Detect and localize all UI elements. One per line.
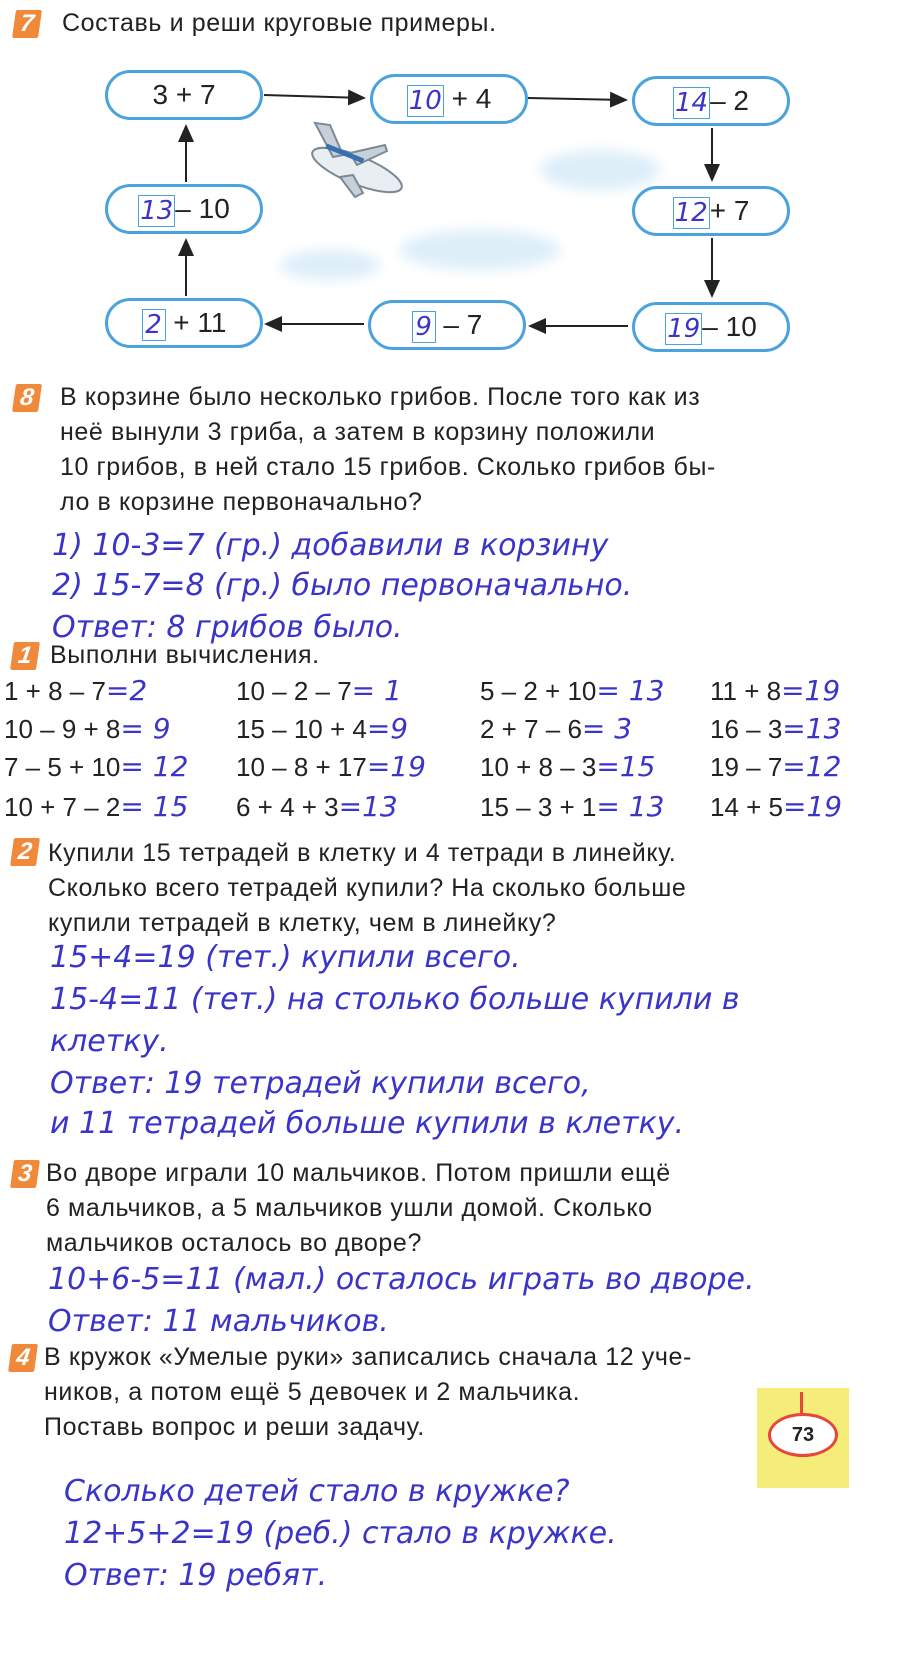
calc-answer: = 9 bbox=[120, 712, 171, 745]
calc-expression: 11 + 8 bbox=[710, 676, 782, 706]
task-4-answer-2: 12+5+2=19 (реб.) стало в кружке. bbox=[64, 1516, 617, 1551]
calc-answer: = 12 bbox=[120, 750, 189, 783]
calc-expression: 1 + 8 – 7 bbox=[4, 676, 106, 706]
calc-item bbox=[4, 674, 147, 707]
calc-answer: =2 bbox=[105, 674, 148, 707]
task-3-text bbox=[46, 1156, 890, 1261]
calc-answer: = 13 bbox=[596, 674, 665, 707]
task-3-line: 6 мальчиков, а 5 мальчиков ушли домой. Сколько bbox=[46, 1194, 653, 1222]
calc-expression: 19 – 7 bbox=[710, 752, 783, 782]
chain-pill-2-answer: 10 bbox=[408, 85, 442, 116]
task-8-badge: 8 bbox=[12, 384, 42, 412]
calc-item bbox=[236, 790, 398, 823]
calc-expression: 16 – 3 bbox=[710, 714, 783, 744]
task-3-line: мальчиков осталось во дворе? bbox=[46, 1229, 422, 1257]
task-2-line: Купили 15 тетрадей в клетку и 4 тетради в линейку. bbox=[48, 839, 677, 867]
calc-item bbox=[236, 674, 402, 707]
calc-expression: 15 – 10 + 4 bbox=[236, 714, 367, 744]
calc-expression: 14 + 5 bbox=[710, 792, 784, 822]
task-2-line: купили тетрадей в клетку, чем в линейку? bbox=[48, 909, 557, 937]
task-4-badge: 4 bbox=[8, 1344, 38, 1372]
calc-item bbox=[710, 750, 841, 783]
calc-expression: 10 + 8 – 3 bbox=[480, 752, 597, 782]
chain-pill-7-answer: 2 bbox=[142, 309, 166, 341]
task-7-badge: 7 bbox=[12, 10, 42, 38]
calc-item bbox=[236, 712, 408, 745]
task-2-answer-2: 15-4=11 (тет.) на столько больше купили в bbox=[50, 982, 740, 1017]
task-3-answer-1: 10+6-5=11 (мал.) осталось играть во дворе. bbox=[48, 1262, 755, 1297]
calc-item bbox=[480, 674, 664, 707]
calc-expression: 10 – 2 – 7 bbox=[236, 676, 352, 706]
calc-expression: 6 + 4 + 3 bbox=[236, 792, 339, 822]
task-8-line: 10 грибов, в ней стало 15 грибов. Сколько грибов бы- bbox=[60, 453, 716, 481]
task-3-line: Во дворе играли 10 мальчиков. Потом пришли ещё bbox=[46, 1159, 671, 1187]
calc-expression: 5 – 2 + 10 bbox=[480, 676, 597, 706]
calc-answer: =13 bbox=[338, 790, 398, 823]
task-2-text bbox=[48, 836, 890, 941]
task-2-answer-1: 15+4=19 (тет.) купили всего. bbox=[50, 940, 521, 975]
task-8-line: В корзине было несколько грибов. После того как из bbox=[60, 383, 701, 411]
calc-answer: = 15 bbox=[120, 790, 189, 823]
calc-item bbox=[710, 712, 841, 745]
task-4-answer-3: Ответ: 19 ребят. bbox=[64, 1558, 328, 1593]
calc-item bbox=[480, 790, 664, 823]
chain-pill-8-text: – 10 bbox=[175, 193, 230, 224]
page-number: 73 bbox=[768, 1413, 838, 1457]
chain-pill-3-answer: 14 bbox=[674, 87, 709, 118]
calc-answer: =19 bbox=[366, 750, 426, 783]
task-2-badge: 2 bbox=[10, 838, 40, 866]
chain-pill-4-text: + 7 bbox=[709, 195, 750, 226]
calc-answer: = 3 bbox=[581, 712, 633, 745]
calc-expression: 10 + 7 – 2 bbox=[4, 792, 121, 822]
chain-pill-7-text: + 11 bbox=[165, 307, 227, 338]
task-2-line: Сколько всего тетрадей купили? На сколько больше bbox=[48, 874, 687, 902]
task-8-line: неё вынули 3 гриба, а затем в корзину положили bbox=[60, 418, 656, 446]
chain-pill-3-text: – 2 bbox=[710, 85, 750, 116]
calc-answer: = 13 bbox=[596, 790, 665, 823]
calc-expression: 2 + 7 – 6 bbox=[480, 714, 582, 744]
task-1-title: Выполни вычисления. bbox=[50, 641, 320, 669]
chain-pill-1-text: 3 + 7 bbox=[152, 79, 216, 110]
chain-pill-8-answer: 13 bbox=[140, 195, 174, 226]
calc-item bbox=[4, 750, 188, 783]
calc-item bbox=[480, 750, 655, 783]
task-4-line: Поставь вопрос и реши задачу. bbox=[44, 1413, 425, 1441]
task-8-answer-3: Ответ: 8 грибов было. bbox=[52, 610, 403, 645]
task-8-line: ло в корзине первоначально? bbox=[60, 488, 423, 516]
calc-expression: 10 – 8 + 17 bbox=[236, 752, 367, 782]
calc-item bbox=[236, 750, 426, 783]
calc-answer: =12 bbox=[782, 750, 842, 783]
calc-item bbox=[710, 790, 842, 823]
calc-expression: 15 – 3 + 1 bbox=[480, 792, 597, 822]
calc-answer: =9 bbox=[366, 712, 409, 745]
calc-answer: =15 bbox=[596, 750, 656, 783]
calc-answer: = 1 bbox=[351, 674, 402, 707]
task-2-answer-5: и 11 тетрадей больше купили в клетку. bbox=[50, 1106, 685, 1141]
task-7-title: Составь и реши круговые примеры. bbox=[62, 9, 497, 37]
chain-pill-6-answer: 9 bbox=[412, 311, 436, 343]
calc-item bbox=[480, 712, 632, 745]
task-4-answer-1: Сколько детей стало в кружке? bbox=[64, 1474, 570, 1509]
task-8-answer-1: 1) 10-3=7 (гр.) добавили в корзину bbox=[52, 528, 609, 563]
task-4-line: ников, а потом ещё 5 девочек и 2 мальчика. bbox=[44, 1378, 581, 1406]
chain-pill-5-text: – 10 bbox=[702, 311, 757, 342]
task-2-answer-3: клетку. bbox=[50, 1024, 169, 1059]
calc-answer: =13 bbox=[782, 712, 842, 745]
task-8-text bbox=[60, 380, 890, 520]
calc-answer: =19 bbox=[781, 674, 841, 707]
calc-item bbox=[710, 674, 840, 707]
task-2-answer-4: Ответ: 19 тетрадей купили всего, bbox=[50, 1066, 591, 1101]
chain-pill-4-answer: 12 bbox=[674, 197, 708, 228]
task-1-badge: 1 bbox=[10, 642, 40, 670]
calc-answer: =19 bbox=[783, 790, 843, 823]
chain-pill-2-text: + 4 bbox=[443, 83, 492, 114]
calc-expression: 7 – 5 + 10 bbox=[4, 752, 121, 782]
task-4-line: В кружок «Умелые руки» записались сначала 12 уче- bbox=[44, 1343, 692, 1371]
task-8-answer-2: 2) 15-7=8 (гр.) было первоначально. bbox=[52, 568, 633, 603]
chain-arrows bbox=[0, 0, 922, 360]
chain-pill-6-text: – 7 bbox=[435, 309, 483, 340]
task-3-answer-2: Ответ: 11 мальчиков. bbox=[48, 1304, 389, 1339]
calc-item bbox=[4, 712, 171, 745]
calc-expression: 10 – 9 + 8 bbox=[4, 714, 121, 744]
calc-item bbox=[4, 790, 188, 823]
chain-pill-5-answer: 19 bbox=[667, 313, 701, 344]
task-3-badge: 3 bbox=[10, 1160, 40, 1188]
